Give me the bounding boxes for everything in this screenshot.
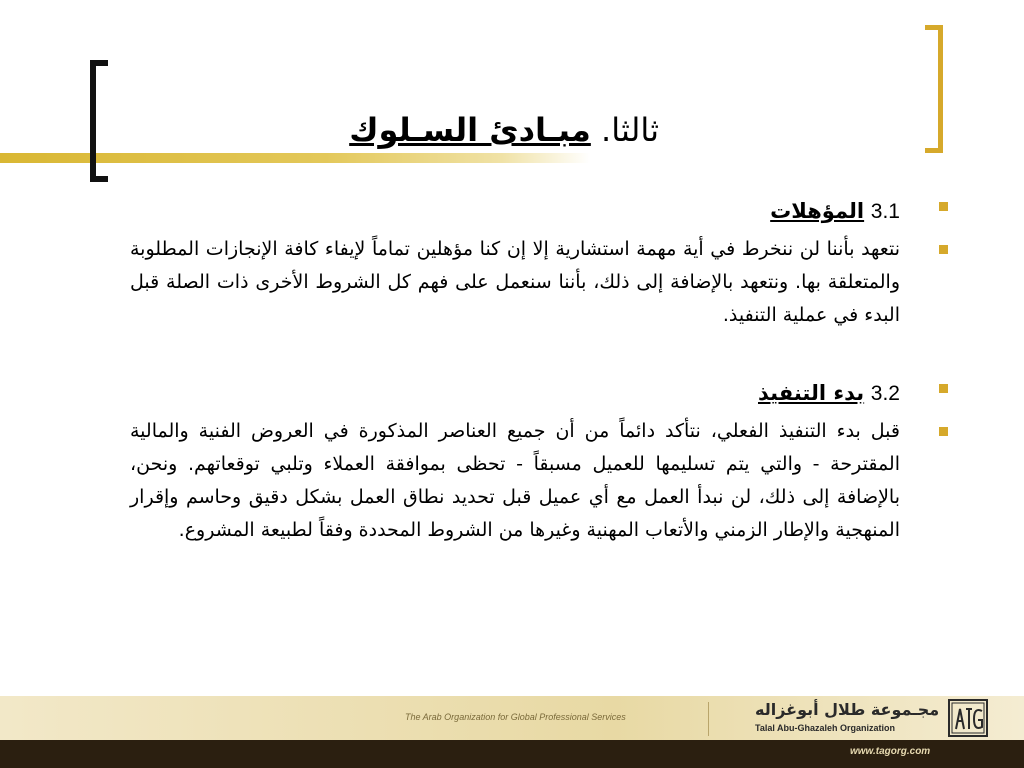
- slide-content: [130, 190, 960, 547]
- right-bracket-decoration: [925, 25, 943, 153]
- title-prefix: ثالثا.: [601, 111, 659, 149]
- section-body-1: [130, 233, 960, 332]
- bullet-square-icon: [939, 427, 948, 436]
- slide-footer: [0, 696, 1024, 768]
- title-underlined: مبـادئ السـلوك: [349, 111, 591, 149]
- left-bracket-decoration: [90, 60, 108, 182]
- tag-emblem-icon: [948, 699, 988, 737]
- section-number: 3.1: [870, 200, 900, 223]
- footer-logo-arabic: مجـموعة طلال أبوغزاله: [755, 700, 940, 719]
- section-body-text: قبل بدء التنفيذ الفعلي، نتأكد دائماً من أن جميع العناصر المذكورة في العروض الفنية والمالية المقترحة - والتي يتم تسليمها للعميل مسبقاً - تحظى بموافقة العملاء وتلبي توقعاتهم. ونحن، بالإضافة إلى ذلك، لن نبدأ العمل مع أي عميل قبل تحديد نطاق العمل بشكل دقيق وحاسم وإقرار المنهجية والإطار الزمني والأتعاب المهنية وغيرها من الشروط المحددة وفقاً لطبيعة المشروع.: [130, 420, 900, 541]
- slide-title: [349, 108, 659, 152]
- bullet-square-icon: [939, 245, 948, 254]
- title-accent-band: [0, 153, 590, 163]
- footer-logo-english: Talal Abu-Ghazaleh Organization: [755, 723, 896, 733]
- section-heading-text: بدء التنفيذ: [758, 381, 865, 405]
- footer-website-url: www.tagorg.com: [850, 746, 931, 757]
- section-number: 3.2: [870, 382, 900, 405]
- section-heading-1: [130, 190, 960, 233]
- bullet-square-icon: [939, 202, 948, 211]
- section-heading-text: المؤهلات: [770, 199, 865, 223]
- footer-org-tagline: The Arab Organization for Global Professional Services: [405, 712, 626, 722]
- footer-divider: [708, 702, 709, 736]
- section-heading-2: [130, 372, 960, 415]
- section-body-text: نتعهد بأننا لن ننخرط في أية مهمة استشارية إلا إن كنا مؤهلين تماماً لإيفاء كافة الإنجازات المطلوبة والمتعلقة بها. ونتعهد بالإضافة إلى ذلك، بأننا سنعمل على فهم كل الشروط الأخرى ذات الصلة قبل البدء في عملية التنفيذ.: [130, 238, 900, 326]
- bullet-square-icon: [939, 384, 948, 393]
- section-body-2: [130, 415, 960, 547]
